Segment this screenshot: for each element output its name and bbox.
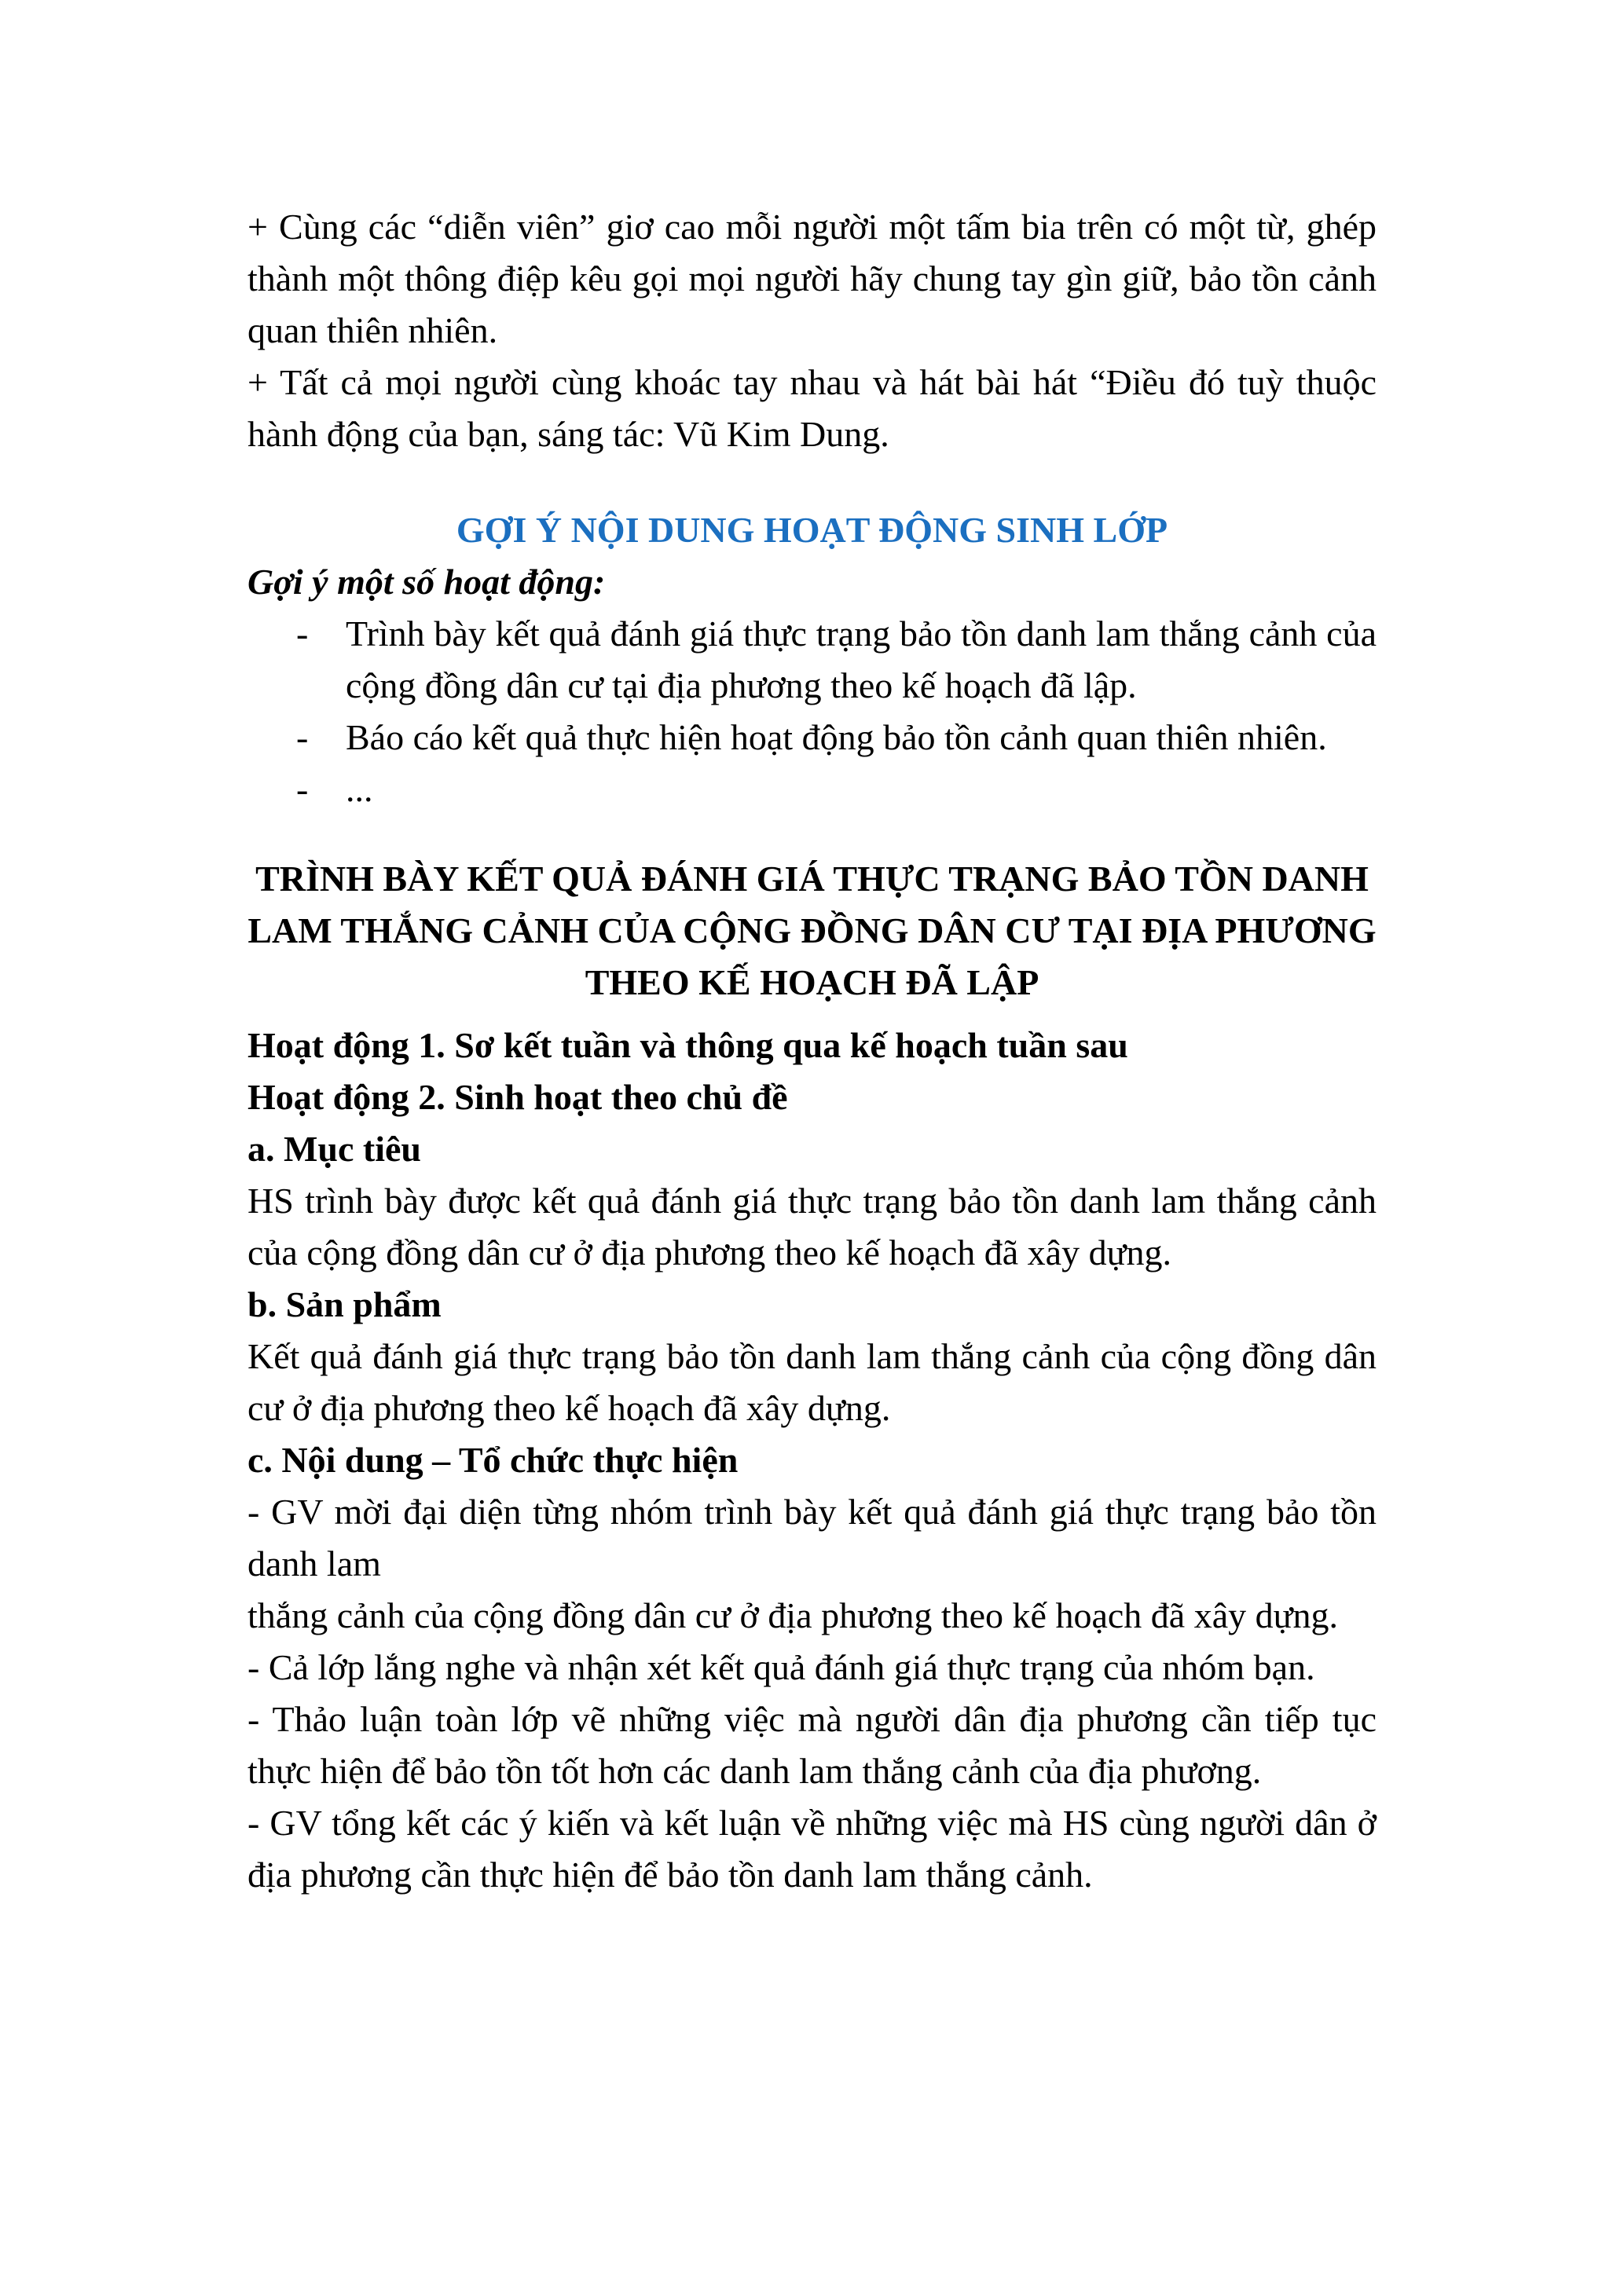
product-label: b. Sản phẩm	[247, 1284, 442, 1324]
content-item: - GV tổng kết các ý kiến và kết luận về những việc mà HS cùng người dân ở địa phương cần thực hiện để bảo tồn danh lam thắng cảnh.	[247, 1803, 1377, 1895]
document-content	[247, 201, 1377, 1901]
dash-marker: -	[296, 613, 309, 654]
activities-list	[247, 608, 1377, 815]
product-body: Kết quả đánh giá thực trạng bảo tồn danh lam thắng cảnh của cộng đồng dân cư ở địa phương theo kế hoạch đã xây dựng.	[247, 1336, 1377, 1428]
content-item: - GV mời đại diện từng nhóm trình bày kết quả đánh giá thực trạng bảo tồn danh lam	[247, 1492, 1377, 1584]
content-organization-label: c. Nội dung – Tổ chức thực hiện	[247, 1440, 739, 1480]
section-heading-blue: GỢI Ý NỘI DUNG HOẠT ĐỘNG SINH LỚP	[456, 510, 1168, 550]
activity-1-heading: Hoạt động 1. Sơ kết tuần và thông qua kế hoạch tuần sau	[247, 1025, 1128, 1065]
content-item: - Cả lớp lắng nghe và nhận xét kết quả đánh giá thực trạng của nhóm bạn.	[247, 1647, 1315, 1687]
content-item: - Thảo luận toàn lớp vẽ những việc mà người dân địa phương cần tiếp tục thực hiện để bảo tồn tốt hơn các danh lam thắng cảnh của địa phương.	[247, 1699, 1377, 1791]
list-item-text: ...	[346, 769, 373, 809]
list-item	[247, 764, 1377, 815]
main-title: TRÌNH BÀY KẾT QUẢ ĐÁNH GIÁ THỰC TRẠNG BẢO TỒN DANH LAM THẮNG CẢNH CỦA CỘNG ĐỒNG DÂN CƯ TẠI ĐỊA PHƯƠNG THEO KẾ HOẠCH ĐÃ LẬP	[247, 859, 1377, 1002]
list-item-text: Báo cáo kết quả thực hiện hoạt động bảo tồn cảnh quan thiên nhiên.	[346, 717, 1327, 757]
list-item-text: Trình bày kết quả đánh giá thực trạng bảo tồn danh lam thắng cảnh của cộng đồng dân cư tại địa phương theo kế hoạch đã lập.	[346, 613, 1377, 705]
dash-marker: -	[296, 717, 309, 757]
intro-paragraph-1: + Cùng các “diễn viên” giơ cao mỗi người một tấm bia trên có một từ, ghép thành một thông điệp kêu gọi mọi người hãy chung tay gìn giữ, bảo tồn cảnh quan thiên nhiên.	[247, 207, 1377, 350]
objective-body: HS trình bày được kết quả đánh giá thực trạng bảo tồn danh lam thắng cảnh của cộng đồng dân cư ở địa phương theo kế hoạch đã xây dựng.	[247, 1181, 1377, 1273]
list-item	[247, 608, 1377, 712]
content-item: thắng cảnh của cộng đồng dân cư ở địa phương theo kế hoạch đã xây dựng.	[247, 1595, 1339, 1635]
objective-label: a. Mục tiêu	[247, 1129, 422, 1169]
dash-marker: -	[296, 769, 309, 809]
activities-subheading: Gợi ý một số hoạt động:	[247, 562, 606, 602]
list-item	[247, 712, 1377, 764]
intro-paragraph-2: + Tất cả mọi người cùng khoác tay nhau và hát bài hát “Điều đó tuỳ thuộc hành động của bạn, sáng tác: Vũ Kim Dung.	[247, 362, 1377, 454]
activity-2-heading: Hoạt động 2. Sinh hoạt theo chủ đề	[247, 1077, 788, 1117]
